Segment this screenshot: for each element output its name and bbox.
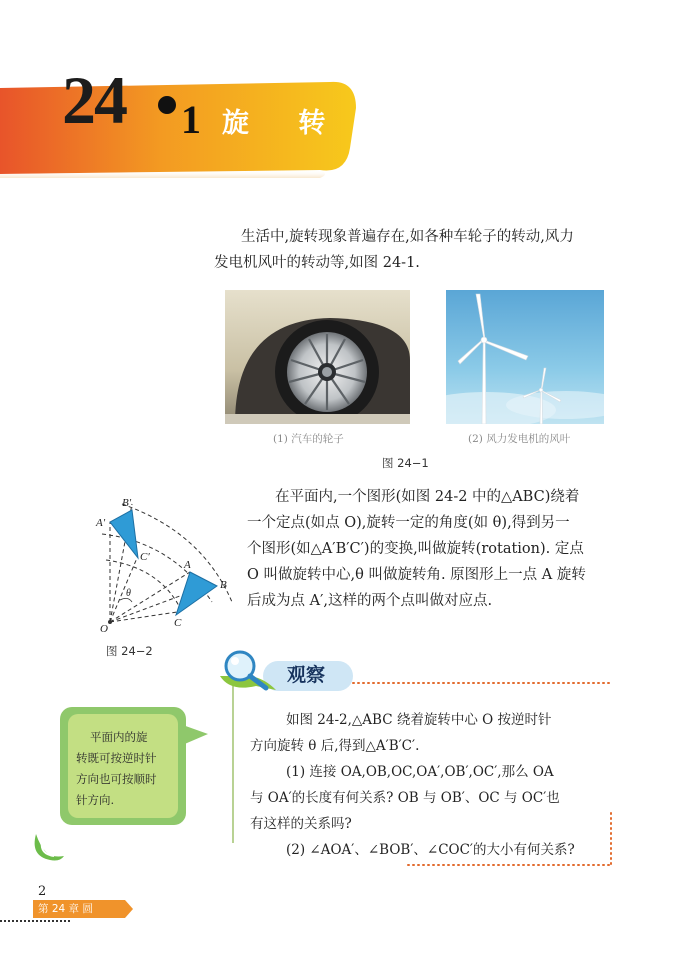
definition-line-5: 后成为点 A′,这样的两个点叫做对应点. <box>247 593 493 609</box>
figure-24-1-label: 图 24−1 <box>382 456 429 470</box>
figure-24-2-label: 图 24−2 <box>106 644 153 658</box>
intro-paragraph <box>214 224 661 276</box>
point-label-a: A <box>184 559 191 571</box>
point-label-c-prime: C′ <box>140 551 150 563</box>
caption-wind-turbine: (2) 风力发电机的风叶 <box>468 433 571 445</box>
footer-dotted-rule <box>0 920 70 922</box>
point-label-a-prime: A′ <box>96 517 106 529</box>
point-label-c: C <box>174 617 182 629</box>
sidenote-line-4: 针方向. <box>76 793 115 807</box>
chapter-label: 第 24 章 圆 <box>38 903 93 915</box>
section-title: 旋 转 <box>222 108 346 139</box>
sidenote-text <box>76 727 176 811</box>
rotation-diagram <box>62 492 237 637</box>
wind-turbine-photo <box>446 290 604 424</box>
observe-line-2: 方向旋转 θ 后,得到△A′B′C′. <box>250 738 420 754</box>
definition-paragraph <box>247 484 657 614</box>
observe-line-6: (2) ∠AOA′、∠BOB′、∠COC′的大小有何关系? <box>286 842 575 858</box>
point-label-b-prime: B′ <box>122 497 132 509</box>
magnifier-icon <box>216 646 284 694</box>
observe-content <box>250 707 605 863</box>
section-subnumber: 1 <box>181 97 201 142</box>
intro-line-1: 生活中,旋转现象普遍存在,如各种车轮子的转动,风力 <box>241 229 574 245</box>
sidenote-line-3: 方向也可按顺时 <box>76 772 157 786</box>
section-number: 24 <box>62 62 126 138</box>
definition-line-3: 个图形(如△A′B′C′)的变换,叫做旋转(rotation). 定点 <box>247 541 584 557</box>
observe-line-1: 如图 24-2,△ABC 绕着旋转中心 O 按逆时针 <box>286 712 552 728</box>
observe-line-3: (1) 连接 OA,OB,OC,OA′,OB′,OC′,那么 OA <box>286 764 554 780</box>
angle-label-theta: θ <box>126 588 131 599</box>
sidenote-line-1: 平面内的旋 <box>90 730 148 744</box>
definition-line-2: 一个定点(如点 O),旋转一定的角度(如 θ),得到另一 <box>247 515 570 531</box>
decorative-leaf-icon <box>28 826 68 866</box>
car-wheel-photo <box>225 290 410 424</box>
intro-line-2: 发电机风叶的转动等,如图 24-1. <box>214 255 420 271</box>
point-label-o: O <box>100 623 108 635</box>
section-dot <box>158 96 176 114</box>
definition-line-4: O 叫做旋转中心,θ 叫做旋转角. 原图形上一点 A 旋转 <box>247 567 586 583</box>
definition-line-1: 在平面内,一个图形(如图 24-2 中的△ABC)绕着 <box>275 489 580 505</box>
sidenote-line-2: 转既可按逆时针 <box>76 751 157 765</box>
observe-heading: 观察 <box>287 664 326 686</box>
observe-line-4: 与 OA′的长度有何关系? OB 与 OB′、OC 与 OC′也 <box>250 790 560 806</box>
page-number: 2 <box>38 884 47 899</box>
point-label-b: B <box>220 579 227 591</box>
caption-car-wheel: (1) 汽车的轮子 <box>273 433 344 445</box>
observe-line-5: 有这样的关系吗? <box>250 816 352 832</box>
